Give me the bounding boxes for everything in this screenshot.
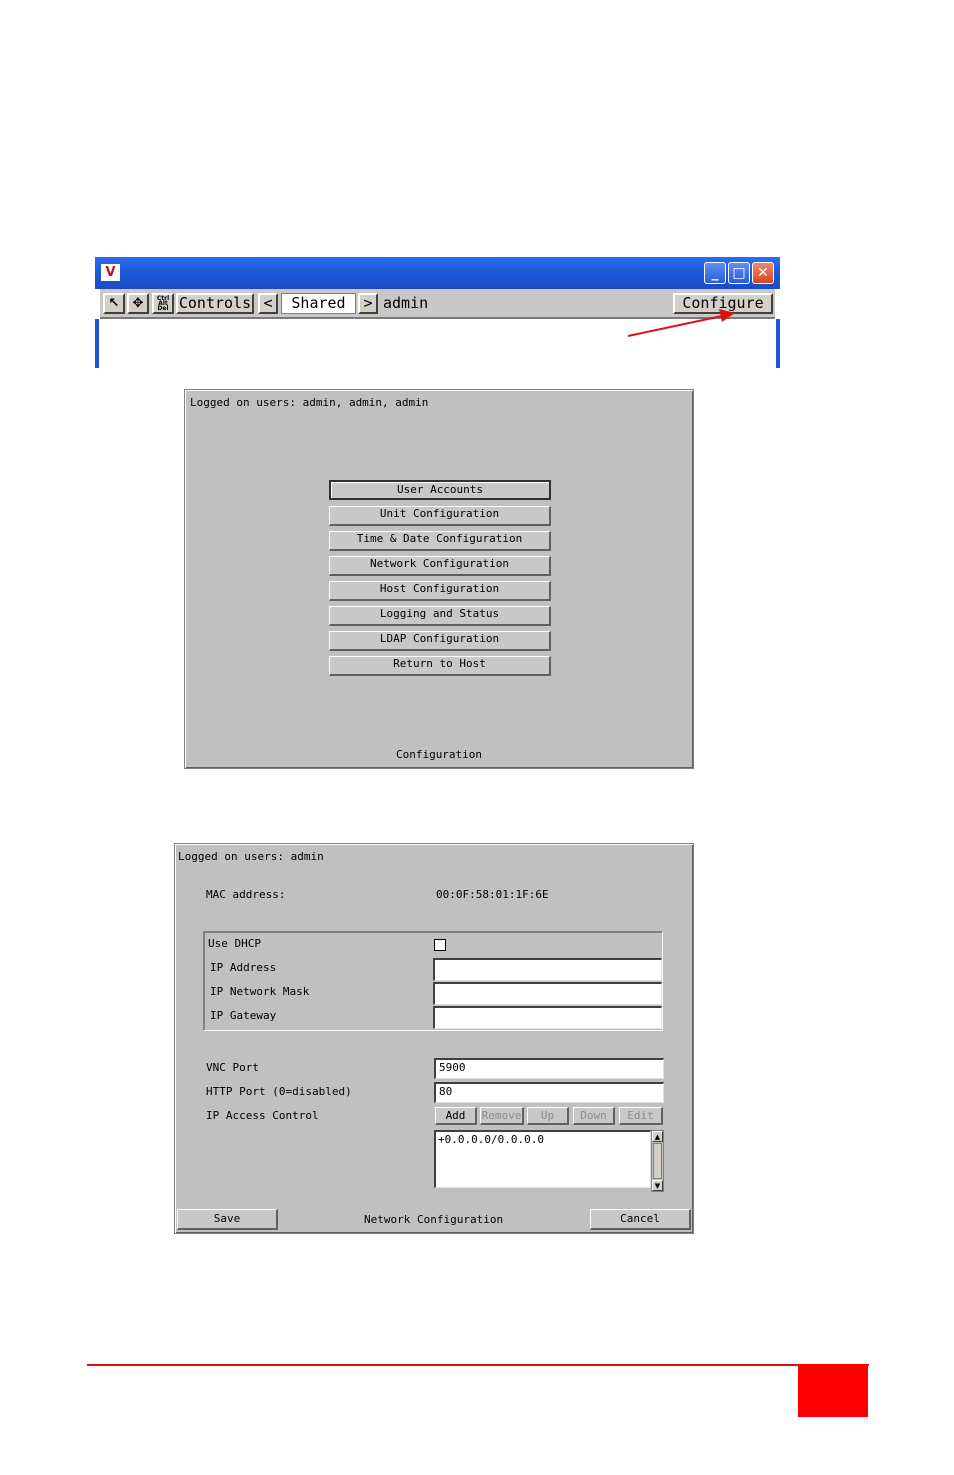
cursor-icon[interactable]: ↖ [103, 293, 125, 314]
del-label: Del [157, 305, 169, 312]
time-date-configuration-button[interactable]: Time & Date Configuration [329, 531, 551, 551]
acl-scrollbar[interactable] [651, 1130, 664, 1192]
user-accounts-button[interactable]: User Accounts [329, 480, 551, 500]
maximize-icon[interactable]: □ [728, 262, 750, 284]
page-number-tab [798, 1364, 868, 1417]
move-icon[interactable]: ✥ [127, 293, 149, 314]
ip-address-label: IP Address [210, 961, 277, 974]
prev-channel-button[interactable]: < [258, 293, 278, 314]
ip-mask-label: IP Network Mask [210, 985, 310, 998]
cancel-button[interactable]: Cancel [590, 1209, 691, 1230]
use-dhcp-checkbox[interactable] [434, 939, 446, 951]
use-dhcp-label: Use DHCP [208, 937, 261, 950]
close-icon[interactable]: ✕ [752, 262, 774, 284]
alt-label: Alt [158, 300, 168, 307]
viewer-logo: V [101, 264, 120, 281]
return-to-host-button[interactable]: Return to Host [329, 656, 551, 676]
ip-mask-field[interactable] [433, 982, 662, 1005]
menu-title: Configuration [395, 748, 483, 761]
footer-rule [87, 1364, 869, 1366]
mac-address-value: 00:0F:58:01:1F:6E [436, 888, 549, 901]
vnc-port-field[interactable]: 5900 [434, 1058, 664, 1079]
ip-gateway-label: IP Gateway [210, 1009, 277, 1022]
mac-address-label: MAC address: [206, 888, 286, 901]
configuration-menu [184, 389, 694, 769]
minimize-icon[interactable]: _ [704, 262, 726, 284]
ip-address-field[interactable] [433, 958, 662, 981]
acl-down-button[interactable]: Down [573, 1107, 615, 1125]
save-button[interactable]: Save [177, 1209, 278, 1230]
ip-access-control-label: IP Access Control [206, 1109, 319, 1122]
ldap-configuration-button[interactable]: LDAP Configuration [329, 631, 551, 651]
ip-access-list[interactable] [434, 1130, 651, 1188]
acl-add-button[interactable]: Add [435, 1107, 477, 1125]
configure-button[interactable]: Configure [673, 293, 773, 314]
logged-on-users: Logged on users: admin [178, 850, 324, 863]
logging-status-button[interactable]: Logging and Status [329, 606, 551, 626]
unit-configuration-button[interactable]: Unit Configuration [329, 506, 551, 526]
next-channel-button[interactable]: > [358, 293, 378, 314]
vnc-port-label: VNC Port [206, 1061, 259, 1074]
http-port-label: HTTP Port (0=disabled) [206, 1085, 352, 1098]
panel-title: Network Configuration [364, 1213, 504, 1226]
host-configuration-button[interactable]: Host Configuration [329, 581, 551, 601]
scroll-down-icon[interactable]: ▼ [652, 1180, 663, 1191]
network-configuration-button[interactable]: Network Configuration [329, 556, 551, 576]
acl-edit-button[interactable]: Edit [619, 1107, 663, 1125]
acl-remove-button[interactable]: Remove [480, 1107, 524, 1125]
list-item[interactable]: +0.0.0.0/0.0.0.0 [438, 1133, 544, 1146]
shared-mode-label[interactable]: Shared [281, 293, 356, 314]
ctrl-label: Ctrl [156, 295, 170, 302]
controls-button[interactable]: Controls [176, 293, 254, 314]
ip-gateway-field[interactable] [433, 1006, 662, 1029]
acl-up-button[interactable]: Up [527, 1107, 569, 1125]
ip-settings-group [203, 931, 663, 1031]
http-port-field[interactable]: 80 [434, 1082, 664, 1103]
arrow-to-configure [628, 309, 735, 336]
current-user: admin [383, 294, 429, 312]
scroll-thumb[interactable] [653, 1143, 662, 1179]
network-configuration-panel [174, 843, 694, 1234]
scroll-up-icon[interactable]: ▲ [652, 1131, 663, 1142]
logged-on-users: Logged on users: admin, admin, admin [190, 396, 429, 409]
